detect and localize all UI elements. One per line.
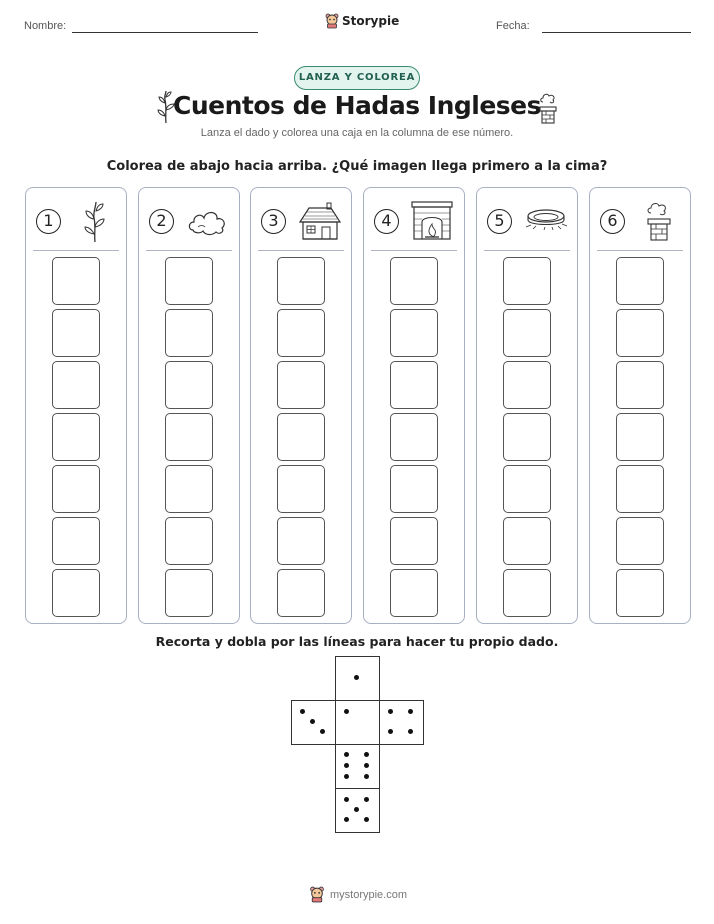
beanstalk-icon	[72, 200, 118, 244]
coloring-box[interactable]	[277, 309, 325, 357]
coloring-box[interactable]	[277, 465, 325, 513]
coloring-instruction: Colorea de abajo hacia arriba. ¿Qué imagen llega primero a la cima?	[106, 159, 608, 174]
column-number: 5	[487, 209, 512, 234]
column-number: 3	[261, 209, 286, 234]
coloring-box[interactable]	[616, 569, 664, 617]
column-3	[250, 187, 352, 624]
coloring-box[interactable]	[390, 465, 438, 513]
coloring-box[interactable]	[616, 257, 664, 305]
pie-mascot-icon	[325, 13, 339, 29]
coloring-box[interactable]	[616, 465, 664, 513]
coloring-box[interactable]	[165, 361, 213, 409]
coloring-box[interactable]	[52, 517, 100, 565]
name-label: Nombre:	[24, 20, 67, 32]
well-icon	[523, 200, 569, 244]
coloring-box[interactable]	[503, 569, 551, 617]
cottage-icon	[297, 200, 343, 244]
coloring-box[interactable]	[277, 569, 325, 617]
coloring-box[interactable]	[165, 257, 213, 305]
page-title: Cuentos de Hadas Ingleses	[172, 91, 542, 120]
pie-mascot-icon	[309, 886, 325, 903]
coloring-box[interactable]	[503, 465, 551, 513]
coloring-box[interactable]	[616, 517, 664, 565]
coloring-box[interactable]	[503, 309, 551, 357]
column-number: 4	[374, 209, 399, 234]
cut-instruction: Recorta y dobla por las líneas para hacer tu propio dado.	[155, 634, 559, 649]
date-line[interactable]	[542, 32, 691, 33]
coloring-box[interactable]	[52, 569, 100, 617]
coloring-box[interactable]	[52, 413, 100, 461]
coloring-box[interactable]	[52, 309, 100, 357]
column-number: 2	[149, 209, 174, 234]
chimney-icon	[636, 200, 682, 244]
column-2	[138, 187, 240, 624]
coloring-box[interactable]	[277, 361, 325, 409]
coloring-box[interactable]	[390, 569, 438, 617]
footer	[309, 886, 407, 903]
cloud-icon	[185, 200, 231, 244]
brand-logo	[325, 13, 399, 29]
die-face-6	[335, 744, 380, 789]
column-number: 1	[36, 209, 61, 234]
coloring-box[interactable]	[503, 413, 551, 461]
die-face-1	[335, 700, 380, 745]
activity-badge: LANZA Y COLOREA	[294, 66, 420, 90]
brand-name: Storypie	[342, 14, 400, 28]
coloring-box[interactable]	[390, 517, 438, 565]
die-face-4	[379, 700, 424, 745]
die-face-5	[335, 788, 380, 833]
chimney-decoration-icon	[537, 90, 559, 124]
coloring-box[interactable]	[390, 309, 438, 357]
coloring-box[interactable]	[165, 309, 213, 357]
column-number: 6	[600, 209, 625, 234]
coloring-box[interactable]	[390, 361, 438, 409]
coloring-box[interactable]	[52, 257, 100, 305]
coloring-box[interactable]	[503, 361, 551, 409]
coloring-box[interactable]	[616, 309, 664, 357]
column-4	[363, 187, 465, 624]
fireplace-icon	[410, 200, 456, 244]
die-face-1	[335, 656, 380, 701]
page-subtitle: Lanza el dado y colorea una caja en la columna de ese número.	[200, 127, 514, 139]
coloring-box[interactable]	[277, 413, 325, 461]
coloring-box[interactable]	[165, 465, 213, 513]
date-label: Fecha:	[496, 20, 530, 32]
coloring-box[interactable]	[277, 517, 325, 565]
coloring-box[interactable]	[277, 257, 325, 305]
coloring-box[interactable]	[165, 413, 213, 461]
coloring-box[interactable]	[503, 257, 551, 305]
coloring-box[interactable]	[616, 361, 664, 409]
footer-url: mystorypie.com	[330, 888, 408, 901]
coloring-box[interactable]	[52, 361, 100, 409]
coloring-box[interactable]	[616, 413, 664, 461]
name-line[interactable]	[72, 32, 258, 33]
coloring-box[interactable]	[165, 569, 213, 617]
column-6	[589, 187, 691, 624]
column-5	[476, 187, 578, 624]
coloring-box[interactable]	[52, 465, 100, 513]
coloring-box[interactable]	[390, 413, 438, 461]
coloring-box[interactable]	[165, 517, 213, 565]
coloring-box[interactable]	[503, 517, 551, 565]
column-1	[25, 187, 127, 624]
coloring-box[interactable]	[390, 257, 438, 305]
die-face-3	[291, 700, 336, 745]
